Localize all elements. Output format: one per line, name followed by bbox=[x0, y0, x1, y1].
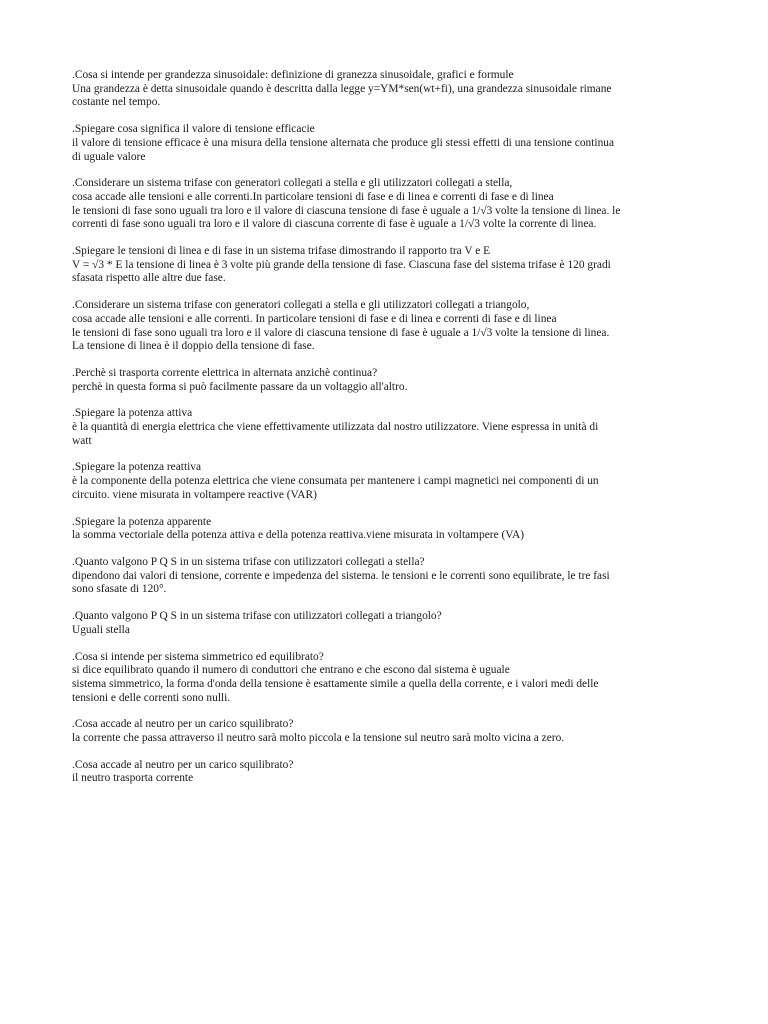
answer-line: watt bbox=[72, 434, 92, 447]
answer-line: La tensione di linea è il doppio della tensione di fase. bbox=[72, 340, 315, 353]
qa-block bbox=[72, 556, 712, 597]
qa-block bbox=[72, 759, 712, 786]
qa-block bbox=[72, 177, 712, 232]
question-line: .Spiegare la potenza attiva bbox=[72, 407, 193, 420]
question-line: .Spiegare le tensioni di linea e di fase in un sistema trifase dimostrando il rapporto tra V e E bbox=[72, 245, 491, 258]
answer-line: sfasata rispetto alle altre due fase. bbox=[72, 272, 226, 285]
answer-line: cosa accade alle tensioni e alle correnti.In particolare tensioni di fase e di linea e correnti di fase e di linea bbox=[72, 190, 554, 203]
question-line: .Quanto valgono P Q S in un sistema trifase con utilizzatori collegati a triangolo? bbox=[72, 610, 442, 623]
answer-line: Uguali stella bbox=[72, 623, 130, 636]
qa-block bbox=[72, 461, 712, 502]
question-line: .Considerare un sistema trifase con generatori collegati a stella e gli utilizzatori collegati a triangolo, bbox=[72, 299, 530, 312]
qa-block bbox=[72, 245, 712, 286]
question-line: .Perchè si trasporta corrente elettrica in alternata anzichè continua? bbox=[72, 366, 378, 379]
question-line: .Cosa accade al neutro per un carico squilibrato? bbox=[72, 718, 294, 731]
question-line: .Spiegare cosa significa il valore di tensione efficacie bbox=[72, 123, 315, 136]
answer-line: cosa accade alle tensioni e alle correnti. In particolare tensioni di fase e di linea e correnti di fase e di linea bbox=[72, 312, 557, 325]
qa-block bbox=[72, 123, 712, 164]
answer-line: perchè in questa forma si può facilmente passare da un voltaggio all'altro. bbox=[72, 380, 408, 393]
qa-block bbox=[72, 367, 712, 394]
question-line: .Quanto valgono P Q S in un sistema trifase con utilizzatori collegati a stella? bbox=[72, 555, 425, 568]
answer-line: le tensioni di fase sono uguali tra loro e il valore di ciascuna tensione di fase è uguale a 1/√3 volte la tensione di linea. bbox=[72, 326, 610, 339]
answer-line: tensioni e delle correnti sono nulli. bbox=[72, 691, 231, 704]
answer-line: la somma vectoriale della potenza attiva e della potenza reattiva.viene misurata in voltampere (VA) bbox=[72, 529, 525, 542]
question-line: .Cosa si intende per sistema simmetrico ed equilibrato? bbox=[72, 650, 324, 663]
answer-line: circuito. viene misurata in voltampere reactive (VAR) bbox=[72, 488, 317, 501]
qa-block bbox=[72, 651, 712, 706]
answer-line: correnti di fase sono uguali tra loro e il valore di ciascuna corrente di fase è uguale a 1/√3 volte la corrente di linea. bbox=[72, 218, 597, 231]
answer-line: il valore di tensione efficace è una misura della tensione alternata che produce gli stessi effetti di una tensione continua bbox=[72, 136, 615, 149]
answer-line: è la quantità di energia elettrica che viene effettivamente utilizzata dal nostro utilizzatore. Viene espressa in unità di bbox=[72, 421, 599, 434]
answer-line: di uguale valore bbox=[72, 150, 146, 163]
question-line: .Cosa si intende per grandezza sinusoidale: definizione di granezza sinusoidale, grafici e formule bbox=[72, 69, 514, 81]
answer-line: si dice equilibrato quando il numero di conduttori che entrano e che escono dal sistema è uguale bbox=[72, 664, 510, 677]
answer-line: V = √3 * E la tensione di linea è 3 volte più grande della tensione di fase. Ciascuna fase del sistema trifase è 120 gradi bbox=[72, 258, 611, 271]
answer-line: è la componente della potenza elettrica che viene consumata per mantenere i campi magnetici nei componenti di un bbox=[72, 475, 599, 488]
question-line: .Spiegare la potenza apparente bbox=[72, 515, 212, 528]
answer-line: Una grandezza è detta sinusoidale quando è descritta dalla legge y=YM*sen(wt+fi), una grandezza sinusoidale rimane bbox=[72, 82, 612, 95]
answer-line: il neutro trasporta corrente bbox=[72, 772, 194, 785]
question-line: .Considerare un sistema trifase con generatori collegati a stella e gli utilizzatori collegati a stella, bbox=[72, 177, 513, 190]
answer-line: sistema simmetrico, la forma d'onda della tensione è esattamente simile a quella della corrente, e i valori medi delle bbox=[72, 677, 599, 690]
qa-block bbox=[72, 299, 712, 354]
document-body bbox=[72, 69, 712, 799]
question-line: .Cosa accade al neutro per un carico squilibrato? bbox=[72, 758, 294, 771]
qa-block bbox=[72, 610, 712, 637]
qa-block bbox=[72, 516, 712, 543]
answer-line: sono sfasate di 120°. bbox=[72, 583, 167, 596]
question-line: .Spiegare la potenza reattiva bbox=[72, 461, 202, 474]
answer-line: costante nel tempo. bbox=[72, 96, 161, 109]
qa-block bbox=[72, 407, 712, 448]
answer-line: la corrente che passa attraverso il neutro sarà molto piccola e la tensione sul neutro sarà molto vicina a zero. bbox=[72, 732, 565, 745]
answer-line: le tensioni di fase sono uguali tra loro e il valore di ciascuna tensione di fase è uguale a 1/√3 volte la tensione di linea. le bbox=[72, 204, 621, 217]
qa-block bbox=[72, 718, 712, 745]
qa-block bbox=[72, 69, 712, 110]
answer-line: dipendono dai valori di tensione, corrente e impedenza del sistema. le tensioni e le correnti sono equilibrate, le tre fasi bbox=[72, 569, 610, 582]
